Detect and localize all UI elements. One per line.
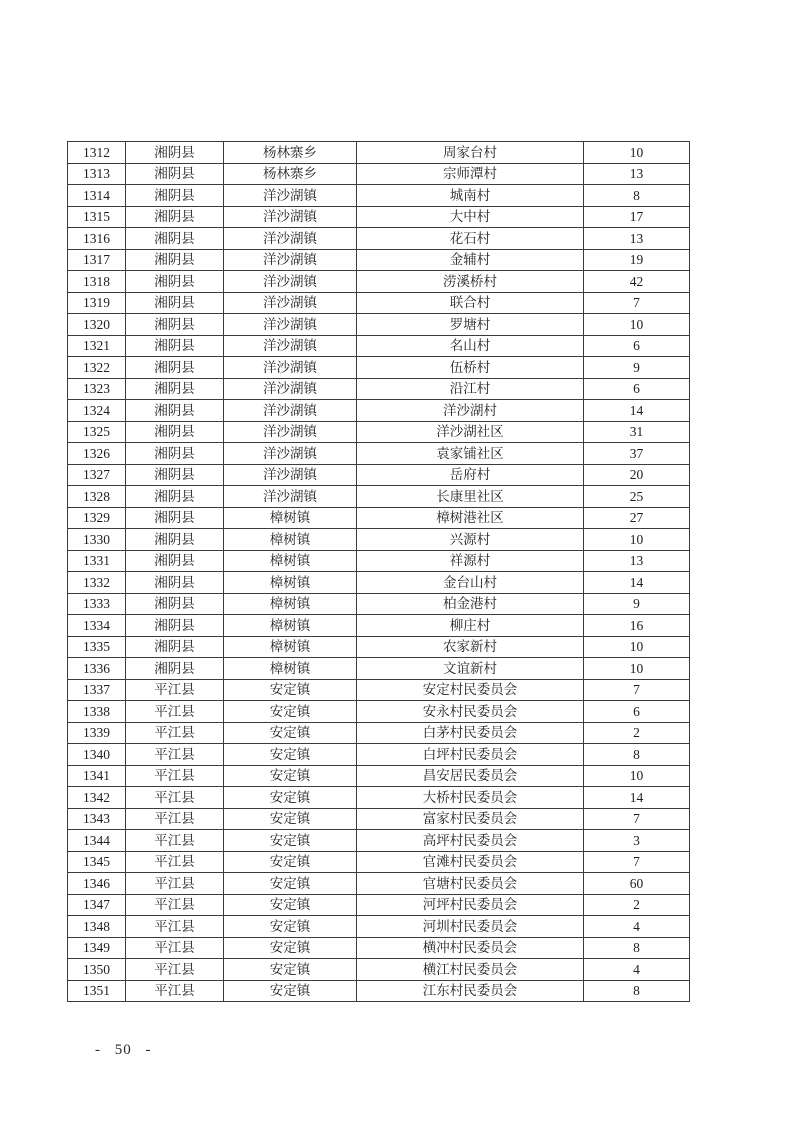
- cell-index: 1317: [68, 249, 126, 271]
- table-row: [68, 357, 690, 379]
- cell-count: 14: [584, 400, 690, 422]
- cell-index: 1320: [68, 314, 126, 336]
- cell-index: 1331: [68, 550, 126, 572]
- cell-index: 1343: [68, 808, 126, 830]
- cell-county: 湘阴县: [126, 249, 224, 271]
- cell-town: 安定镇: [224, 744, 357, 766]
- cell-count: 14: [584, 787, 690, 809]
- table-row: [68, 615, 690, 637]
- cell-county: 湘阴县: [126, 443, 224, 465]
- table-row: [68, 271, 690, 293]
- table-row: [68, 787, 690, 809]
- cell-count: 10: [584, 658, 690, 680]
- cell-index: 1348: [68, 916, 126, 938]
- table-row: [68, 722, 690, 744]
- table-row: [68, 443, 690, 465]
- cell-village: 白坪村民委员会: [357, 744, 584, 766]
- cell-village: 农家新村: [357, 636, 584, 658]
- cell-index: 1337: [68, 679, 126, 701]
- table-row: [68, 335, 690, 357]
- cell-index: 1341: [68, 765, 126, 787]
- cell-town: 洋沙湖镇: [224, 292, 357, 314]
- cell-count: 9: [584, 593, 690, 615]
- cell-town: 洋沙湖镇: [224, 314, 357, 336]
- cell-village: 高坪村民委员会: [357, 830, 584, 852]
- cell-count: 19: [584, 249, 690, 271]
- cell-county: 湘阴县: [126, 636, 224, 658]
- cell-county: 平江县: [126, 830, 224, 852]
- table-row: [68, 529, 690, 551]
- cell-village: 祥源村: [357, 550, 584, 572]
- table-row: [68, 228, 690, 250]
- cell-town: 安定镇: [224, 916, 357, 938]
- table-row: [68, 679, 690, 701]
- cell-county: 平江县: [126, 744, 224, 766]
- table-row: [68, 808, 690, 830]
- cell-count: 31: [584, 421, 690, 443]
- cell-village: 安定村民委员会: [357, 679, 584, 701]
- cell-count: 10: [584, 529, 690, 551]
- cell-county: 平江县: [126, 959, 224, 981]
- table-row: [68, 292, 690, 314]
- cell-village: 袁家铺社区: [357, 443, 584, 465]
- cell-index: 1338: [68, 701, 126, 723]
- cell-index: 1327: [68, 464, 126, 486]
- table-row: [68, 550, 690, 572]
- cell-count: 6: [584, 378, 690, 400]
- cell-village: 兴源村: [357, 529, 584, 551]
- cell-village: 官滩村民委员会: [357, 851, 584, 873]
- cell-count: 10: [584, 142, 690, 164]
- cell-count: 7: [584, 679, 690, 701]
- cell-index: 1345: [68, 851, 126, 873]
- cell-county: 湘阴县: [126, 163, 224, 185]
- cell-count: 13: [584, 550, 690, 572]
- cell-village: 白茅村民委员会: [357, 722, 584, 744]
- table-row: [68, 249, 690, 271]
- cell-village: 涝溪桥村: [357, 271, 584, 293]
- cell-village: 洋沙湖社区: [357, 421, 584, 443]
- cell-village: 河圳村民委员会: [357, 916, 584, 938]
- cell-town: 杨林寨乡: [224, 142, 357, 164]
- cell-index: 1329: [68, 507, 126, 529]
- table-row: [68, 464, 690, 486]
- cell-village: 河坪村民委员会: [357, 894, 584, 916]
- cell-county: 平江县: [126, 894, 224, 916]
- cell-town: 洋沙湖镇: [224, 335, 357, 357]
- cell-county: 平江县: [126, 808, 224, 830]
- table-row: [68, 206, 690, 228]
- cell-county: 湘阴县: [126, 572, 224, 594]
- cell-count: 17: [584, 206, 690, 228]
- cell-county: 湘阴县: [126, 615, 224, 637]
- cell-index: 1318: [68, 271, 126, 293]
- cell-village: 柏金港村: [357, 593, 584, 615]
- cell-index: 1336: [68, 658, 126, 680]
- cell-county: 平江县: [126, 851, 224, 873]
- cell-village: 长康里社区: [357, 486, 584, 508]
- cell-count: 8: [584, 937, 690, 959]
- cell-count: 42: [584, 271, 690, 293]
- cell-town: 安定镇: [224, 959, 357, 981]
- cell-count: 7: [584, 808, 690, 830]
- table-row: [68, 507, 690, 529]
- page-number: - 50 -: [95, 1042, 152, 1058]
- cell-county: 湘阴县: [126, 314, 224, 336]
- table-row: [68, 959, 690, 981]
- cell-index: 1340: [68, 744, 126, 766]
- cell-town: 安定镇: [224, 701, 357, 723]
- cell-county: 湘阴县: [126, 507, 224, 529]
- cell-town: 樟树镇: [224, 572, 357, 594]
- cell-index: 1326: [68, 443, 126, 465]
- cell-index: 1315: [68, 206, 126, 228]
- cell-village: 罗塘村: [357, 314, 584, 336]
- cell-town: 洋沙湖镇: [224, 443, 357, 465]
- cell-town: 安定镇: [224, 830, 357, 852]
- cell-index: 1330: [68, 529, 126, 551]
- cell-index: 1323: [68, 378, 126, 400]
- cell-index: 1322: [68, 357, 126, 379]
- table-row: [68, 421, 690, 443]
- cell-county: 平江县: [126, 937, 224, 959]
- cell-town: 洋沙湖镇: [224, 271, 357, 293]
- cell-town: 安定镇: [224, 765, 357, 787]
- cell-index: 1339: [68, 722, 126, 744]
- cell-index: 1314: [68, 185, 126, 207]
- cell-village: 安永村民委员会: [357, 701, 584, 723]
- cell-village: 横冲村民委员会: [357, 937, 584, 959]
- cell-county: 湘阴县: [126, 658, 224, 680]
- cell-town: 樟树镇: [224, 636, 357, 658]
- cell-town: 樟树镇: [224, 593, 357, 615]
- cell-count: 20: [584, 464, 690, 486]
- cell-count: 3: [584, 830, 690, 852]
- cell-county: 平江县: [126, 916, 224, 938]
- table-row: [68, 314, 690, 336]
- cell-county: 湘阴县: [126, 464, 224, 486]
- cell-town: 洋沙湖镇: [224, 421, 357, 443]
- cell-index: 1346: [68, 873, 126, 895]
- cell-count: 2: [584, 894, 690, 916]
- cell-county: 湘阴县: [126, 142, 224, 164]
- cell-county: 平江县: [126, 765, 224, 787]
- cell-town: 安定镇: [224, 937, 357, 959]
- cell-count: 60: [584, 873, 690, 895]
- cell-county: 平江县: [126, 701, 224, 723]
- cell-index: 1324: [68, 400, 126, 422]
- cell-county: 平江县: [126, 787, 224, 809]
- cell-town: 安定镇: [224, 787, 357, 809]
- cell-index: 1351: [68, 980, 126, 1002]
- cell-county: 湘阴县: [126, 400, 224, 422]
- table-row: [68, 572, 690, 594]
- cell-count: 4: [584, 959, 690, 981]
- table-row: [68, 486, 690, 508]
- table-row: [68, 916, 690, 938]
- table-row: [68, 378, 690, 400]
- cell-count: 7: [584, 851, 690, 873]
- cell-town: 杨林寨乡: [224, 163, 357, 185]
- cell-county: 湘阴县: [126, 357, 224, 379]
- cell-town: 安定镇: [224, 808, 357, 830]
- cell-village: 昌安居民委员会: [357, 765, 584, 787]
- cell-index: 1328: [68, 486, 126, 508]
- cell-index: 1319: [68, 292, 126, 314]
- cell-village: 名山村: [357, 335, 584, 357]
- cell-town: 洋沙湖镇: [224, 249, 357, 271]
- cell-count: 6: [584, 701, 690, 723]
- cell-count: 9: [584, 357, 690, 379]
- cell-index: 1349: [68, 937, 126, 959]
- cell-count: 27: [584, 507, 690, 529]
- cell-village: 江东村民委员会: [357, 980, 584, 1002]
- cell-count: 8: [584, 980, 690, 1002]
- cell-town: 安定镇: [224, 851, 357, 873]
- cell-town: 洋沙湖镇: [224, 464, 357, 486]
- cell-index: 1335: [68, 636, 126, 658]
- cell-index: 1334: [68, 615, 126, 637]
- table-row: [68, 851, 690, 873]
- cell-county: 湘阴县: [126, 421, 224, 443]
- cell-village: 洋沙湖村: [357, 400, 584, 422]
- table-row: [68, 636, 690, 658]
- cell-county: 平江县: [126, 980, 224, 1002]
- cell-county: 湘阴县: [126, 593, 224, 615]
- table-row: [68, 937, 690, 959]
- cell-town: 洋沙湖镇: [224, 400, 357, 422]
- cell-index: 1332: [68, 572, 126, 594]
- table-row: [68, 830, 690, 852]
- table-row: [68, 701, 690, 723]
- cell-town: 洋沙湖镇: [224, 185, 357, 207]
- cell-county: 湘阴县: [126, 206, 224, 228]
- cell-index: 1321: [68, 335, 126, 357]
- table-row: [68, 894, 690, 916]
- table-row: [68, 142, 690, 164]
- table-body: [68, 142, 690, 1002]
- table-row: [68, 873, 690, 895]
- cell-count: 37: [584, 443, 690, 465]
- cell-index: 1316: [68, 228, 126, 250]
- cell-county: 湘阴县: [126, 550, 224, 572]
- cell-county: 湘阴县: [126, 486, 224, 508]
- cell-county: 湘阴县: [126, 335, 224, 357]
- cell-county: 湘阴县: [126, 271, 224, 293]
- cell-index: 1350: [68, 959, 126, 981]
- cell-town: 安定镇: [224, 980, 357, 1002]
- cell-village: 宗师潭村: [357, 163, 584, 185]
- cell-village: 金台山村: [357, 572, 584, 594]
- table-row: [68, 658, 690, 680]
- cell-index: 1333: [68, 593, 126, 615]
- cell-village: 官塘村民委员会: [357, 873, 584, 895]
- cell-count: 14: [584, 572, 690, 594]
- table-row: [68, 744, 690, 766]
- cell-county: 湘阴县: [126, 228, 224, 250]
- cell-count: 10: [584, 636, 690, 658]
- cell-county: 湘阴县: [126, 529, 224, 551]
- cell-village: 文谊新村: [357, 658, 584, 680]
- cell-index: 1347: [68, 894, 126, 916]
- cell-town: 洋沙湖镇: [224, 486, 357, 508]
- cell-village: 金辅村: [357, 249, 584, 271]
- table-row: [68, 163, 690, 185]
- cell-index: 1313: [68, 163, 126, 185]
- cell-index: 1342: [68, 787, 126, 809]
- cell-village: 大桥村民委员会: [357, 787, 584, 809]
- cell-town: 安定镇: [224, 679, 357, 701]
- table-row: [68, 400, 690, 422]
- cell-town: 樟树镇: [224, 615, 357, 637]
- cell-count: 8: [584, 185, 690, 207]
- cell-town: 洋沙湖镇: [224, 378, 357, 400]
- cell-village: 富家村民委员会: [357, 808, 584, 830]
- cell-county: 湘阴县: [126, 292, 224, 314]
- cell-village: 联合村: [357, 292, 584, 314]
- cell-count: 4: [584, 916, 690, 938]
- cell-town: 安定镇: [224, 873, 357, 895]
- cell-town: 洋沙湖镇: [224, 228, 357, 250]
- cell-village: 横江村民委员会: [357, 959, 584, 981]
- cell-town: 洋沙湖镇: [224, 206, 357, 228]
- cell-count: 13: [584, 228, 690, 250]
- cell-village: 岳府村: [357, 464, 584, 486]
- cell-county: 平江县: [126, 679, 224, 701]
- cell-village: 伍桥村: [357, 357, 584, 379]
- cell-county: 平江县: [126, 722, 224, 744]
- cell-count: 2: [584, 722, 690, 744]
- cell-village: 花石村: [357, 228, 584, 250]
- table-row: [68, 980, 690, 1002]
- cell-count: 10: [584, 765, 690, 787]
- cell-town: 樟树镇: [224, 658, 357, 680]
- cell-count: 8: [584, 744, 690, 766]
- cell-index: 1325: [68, 421, 126, 443]
- cell-town: 洋沙湖镇: [224, 357, 357, 379]
- table-row: [68, 185, 690, 207]
- cell-count: 10: [584, 314, 690, 336]
- cell-county: 湘阴县: [126, 185, 224, 207]
- cell-town: 安定镇: [224, 894, 357, 916]
- village-count-table: [67, 141, 690, 1002]
- cell-village: 沿江村: [357, 378, 584, 400]
- cell-index: 1344: [68, 830, 126, 852]
- table-row: [68, 593, 690, 615]
- cell-village: 大中村: [357, 206, 584, 228]
- cell-count: 16: [584, 615, 690, 637]
- cell-county: 湘阴县: [126, 378, 224, 400]
- cell-village: 柳庄村: [357, 615, 584, 637]
- cell-town: 樟树镇: [224, 529, 357, 551]
- cell-count: 13: [584, 163, 690, 185]
- cell-index: 1312: [68, 142, 126, 164]
- cell-county: 平江县: [126, 873, 224, 895]
- cell-town: 樟树镇: [224, 507, 357, 529]
- cell-count: 6: [584, 335, 690, 357]
- cell-village: 樟树港社区: [357, 507, 584, 529]
- cell-village: 周家台村: [357, 142, 584, 164]
- cell-town: 樟树镇: [224, 550, 357, 572]
- cell-village: 城南村: [357, 185, 584, 207]
- table-row: [68, 765, 690, 787]
- cell-town: 安定镇: [224, 722, 357, 744]
- cell-count: 25: [584, 486, 690, 508]
- cell-count: 7: [584, 292, 690, 314]
